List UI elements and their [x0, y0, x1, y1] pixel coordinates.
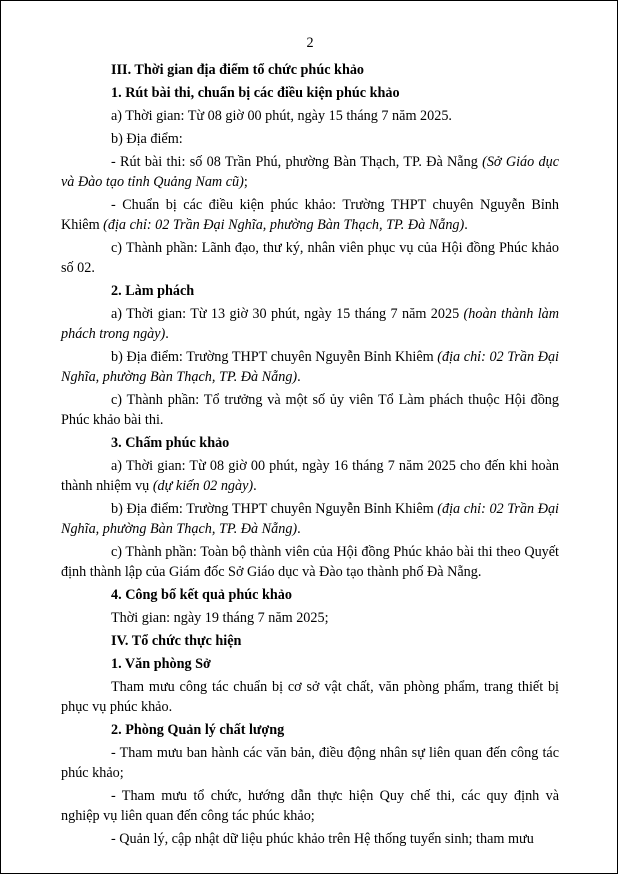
subsection-heading-2: 2. Làm phách: [111, 283, 195, 299]
section-heading-iv: IV. Tổ chức thực hiện: [111, 633, 242, 649]
paragraph-place-label: b) Địa điểm:: [111, 131, 183, 147]
paragraph-time: a) Thời gian: Từ 08 giờ 00 phút, ngày 15 tháng 7 năm 2025.: [111, 108, 452, 124]
paragraph-time: a) Thời gian: Từ 08 giờ 00 phút, ngày 16 tháng 7 năm 2025 cho đến khi hoàn thành nhiệm vụ (dự kiến 02 ngày).: [61, 458, 559, 494]
subsection-heading-1: 1. Rút bài thi, chuẩn bị các điều kiện phúc khảo: [111, 85, 400, 101]
paragraph-time: Thời gian: ngày 19 tháng 7 năm 2025;: [111, 610, 329, 626]
subsection-heading-quality: 2. Phòng Quản lý chất lượng: [111, 722, 285, 738]
paragraph-place: b) Địa điểm: Trường THPT chuyên Nguyễn Bỉnh Khiêm (địa chỉ: 02 Trần Đại Nghĩa, phường Bàn Thạch, TP. Đà Nẵng).: [61, 349, 559, 385]
paragraph-quality-task-3: - Quản lý, cập nhật dữ liệu phúc khảo trên Hệ thống tuyển sinh; tham mưu: [111, 831, 534, 847]
paragraph-members: c) Thành phần: Tổ trưởng và một số ủy viên Tổ Làm phách thuộc Hội đồng Phúc khảo bài thi.: [61, 392, 559, 428]
paragraph-members: c) Thành phần: Lãnh đạo, thư ký, nhân viên phục vụ của Hội đồng Phúc khảo số 02.: [61, 240, 559, 276]
paragraph-office-task: Tham mưu công tác chuẩn bị cơ sở vật chất, văn phòng phẩm, trang thiết bị phục vụ phúc khảo.: [61, 679, 559, 715]
page-number: 2: [306, 35, 314, 51]
paragraph-place-prepare: - Chuẩn bị các điều kiện phúc khảo: Trường THPT chuyên Nguyễn Bỉnh Khiêm (địa chỉ: 02 Trần Đại Nghĩa, phường Bàn Thạch, TP. Đà Nẵng).: [61, 197, 559, 233]
paragraph-quality-task-1: - Tham mưu ban hành các văn bản, điều động nhân sự liên quan đến công tác phúc khảo;: [61, 745, 559, 781]
document-body: [61, 35, 559, 852]
paragraph-place: b) Địa điểm: Trường THPT chuyên Nguyễn Bỉnh Khiêm (địa chỉ: 02 Trần Đại Nghĩa, phường Bàn Thạch, TP. Đà Nẵng).: [61, 501, 559, 537]
subsection-heading-4: 4. Công bố kết quả phúc khảo: [111, 587, 292, 603]
subsection-heading-office: 1. Văn phòng Sở: [111, 656, 211, 672]
paragraph-quality-task-2: - Tham mưu tổ chức, hướng dẫn thực hiện Quy chế thi, các quy định và nghiệp vụ liên quan đến công tác phúc khảo;: [61, 788, 559, 824]
section-heading-iii: III. Thời gian địa điểm tổ chức phúc khảo: [111, 62, 365, 78]
paragraph-time: a) Thời gian: Từ 13 giờ 30 phút, ngày 15 tháng 7 năm 2025 (hoàn thành làm phách trong ngày).: [61, 306, 559, 342]
paragraph-members: c) Thành phần: Toàn bộ thành viên của Hội đồng Phúc khảo bài thi theo Quyết định thành lập của Giám đốc Sở Giáo dục và Đào tạo thành phố Đà Nẵng.: [61, 544, 559, 580]
paragraph-place-retrieve: - Rút bài thi: số 08 Trần Phú, phường Bàn Thạch, TP. Đà Nẵng (Sở Giáo dục và Đào tạo tỉnh Quảng Nam cũ);: [61, 154, 559, 190]
subsection-heading-3: 3. Chấm phúc khảo: [111, 435, 230, 451]
